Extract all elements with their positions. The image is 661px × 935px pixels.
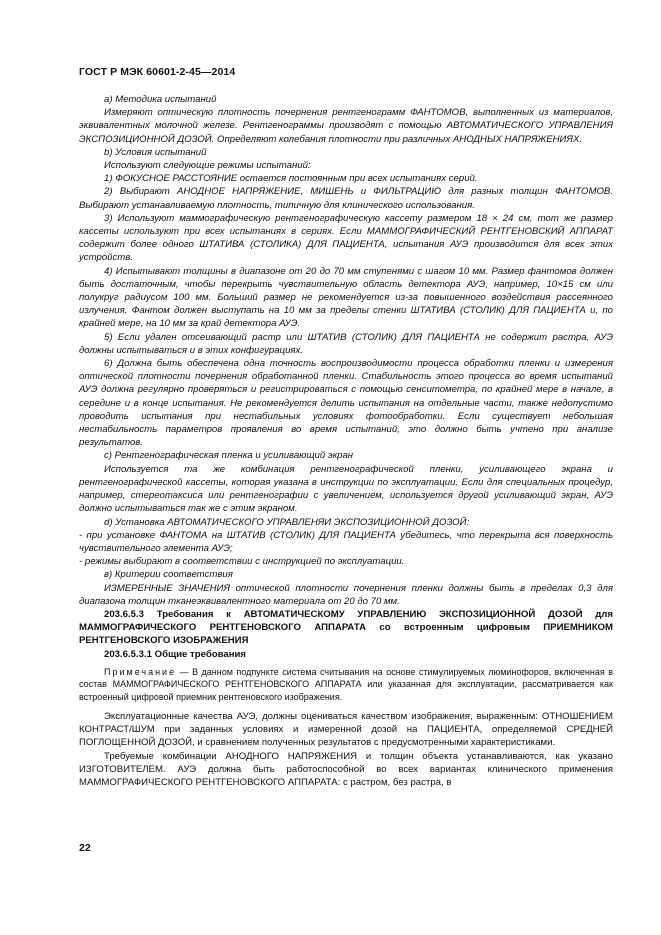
section-e-title: в) Критерии соответствия [104, 569, 233, 581]
list-item-2: 2) Выбирают АНОДНОЕ НАПРЯЖЕНИЕ, МИШЕНЬ и ФИЛЬТРАЦИЮ для разных толщин ФАНТОМОВ. Выбирают устанавливаемую плотность, типичную для клинического использования. [79, 186, 613, 211]
list-item-5: 5) Если удален отсеивающий растр или ШТАТИВ (СТОЛИК) ДЛЯ ПАЦИЕНТА не содержит растра, АУЭ должны испытываться и в этих конфигурациях. [79, 331, 613, 356]
subclause-heading: 203.6.5.3.1 Общие требования [104, 648, 247, 660]
list-item-4: 4) Испытывают толщины в диапазоне от 20 до 70 мм ступенями с шагом 10 мм. Размер фантомов должен быть достаточным, чтобы перекрыть чувствительную область детектора АУЭ, например, 10×15 см или полукруг радиусом 100 мм. Больший размер не рекомендуется из-за повышенного воздействия рассеянного излучения. Фантом должен выступать на 10 мм за пределы стенки ШТАТИВА (СТОЛИК) ДЛЯ ПАЦИЕНТА и, по крайней мере, на 10 мм за край детектора АУЭ. [79, 265, 613, 330]
clause-heading: 203.6.5.3 Требования к АВТОМАТИЧЕСКОМУ УПРАВЛЕНИЮ ЭКСПОЗИЦИОННОЙ ДОЗОЙ для МАММОГРАФИЧЕСКОГО РЕНТГЕНОВСКОГО АППАРАТА со встроенным цифровым ПРИЕМНИКОМ РЕНТГЕНОВСКОГО ИЗОБРАЖЕНИЯ [79, 608, 613, 647]
section-a-title: а) Методика испытаний [104, 94, 217, 105]
note [79, 666, 613, 703]
document-header: ГОСТ Р МЭК 60601-2-45—2014 [79, 66, 236, 78]
paragraph: Используется та же комбинация рентгенографической пленки, усиливающего экрана и рентгенографической кассеты, которая указана в инструкции по эксплуатации. Если для специальных процедур, например, стереотаксиса или рентгенографии с увеличением, используется другой усиливающий экран, АУЭ должно испытываться так же с этим экраном. [79, 463, 613, 515]
dash-item-1: - при установке ФАНТОМА на ШТАТИВ (СТОЛИК) ДЛЯ ПАЦИЕНТА убедитесь, что перекрыта вся поверхность чувствительного элемента АУЭ; [79, 529, 613, 554]
page-number: 22 [79, 842, 91, 854]
paragraph: Требуемые комбинации АНОДНОГО НАПРЯЖЕНИЯ и толщин объекта устанавливаются, как указано ИЗГОТОВИТЕЛЕМ. АУЭ должна быть работоспособной во всех вариантах клинического применения МАММОГРАФИЧЕСКОГО РЕНТГЕНОВСКОГО АППАРАТА: с растром, без растра, в [79, 750, 613, 788]
list-item-3: 3) Используют маммографическую рентгенографическую кассету размером 18 × 24 см, тот же размер кассеты используют при всех испытаниях в сериях. Если МАММОГРАФИЧЕСКИЙ РЕНТГЕНОВСКИЙ АППАРАТ содержит более одного ШТАТИВА (СТОЛИКА) ДЛЯ ПАЦИЕНТА, испытания АУЭ производится для всех этих устройств. [79, 212, 613, 264]
paragraph: Эксплуатационные качества АУЭ, должны оцениваться качеством изображения, выраженным: ОТНОШЕНИЕМ КОНТРАСТ/ШУМ при заданных условиях и измеренной дозой на ПАЦИЕНТА, определяемой СРЕДНЕЙ ПОГЛОЩЕННОЙ ДОЗОЙ, и сравнением полученных результатов с предусмотренными характеристиками. [79, 710, 613, 749]
list-item-1: 1) ФОКУСНОЕ РАССТОЯНИЕ остается постоянным при всех испытаниях серий. [104, 173, 478, 185]
document-body [79, 93, 613, 789]
list-item-6: 6) Должна быть обеспечена одна точность воспроизводимости процесса обработки пленки и измерения оптической плотности почернения обработанной пленки. Стабильность этого процесса во время испытаний АУЭ должна регулярно проверяться и регистрироваться с помощью сенситометра, по крайней мере в начале, в середине и в конце испытания. Не рекомендуется делить испытания на отдельные части, также недопустимо проводить испытания при нестабильных условиях фотообработки. Если существует небольшая нестабильность параметров проявления во время испытаний, это должно быть учтено при анализе результатов. [79, 358, 613, 449]
section-c-title: c) Рентгенографическая пленка и усиливающий экран [104, 450, 354, 462]
paragraph: ИЗМЕРЕННЫЕ ЗНАЧЕНИЯ оптической плотности почернения пленки должны быть в пределах 0,3 для диапазона толщин тканеэквивалентного материала от 20 до 70 мм. [79, 582, 613, 607]
section-b-title: b) Условия испытаний [104, 146, 207, 158]
section-d-title: d) Установка АВТОМАТИЧЕСКОГО УПРАВЛЕНЯИ ЭКСПОЗИЦИОННОЙ ДОЗОЙ: [104, 516, 470, 528]
paragraph: Используют следующие режимы испытаний: [104, 160, 311, 172]
note-text: — В данном подпункте система считывания на основе стимулируемых люминофоров, включенная в состав МАММОГРАФИЧЕСКОГО РЕНТГЕНОВСКОГО АППАРАТА или указанная для эксплуатации, рассматривается как встроенный цифровой приемник рентгеновского изображения. [79, 666, 613, 702]
note-label: Примечание [104, 666, 177, 677]
dash-item-2: - режимы выбирают в соответствии с инструкцией по эксплуатации. [79, 556, 405, 568]
paragraph: Измеряют оптическую плотность почернения рентгенограмм ФАНТОМОВ, выполненных из материалов, эквивалентных молочной железе. Рентгенограммы производят с помощью АВТОМАТИЧЕСКОГО УПРАВЛЕНИЯ ЭКСПОЗИЦИОННОЙ ДОЗОЙ. Определяют колебания плотности при различных АНОДНЫХ НАПРЯЖЕНИЯХ. [79, 107, 613, 145]
